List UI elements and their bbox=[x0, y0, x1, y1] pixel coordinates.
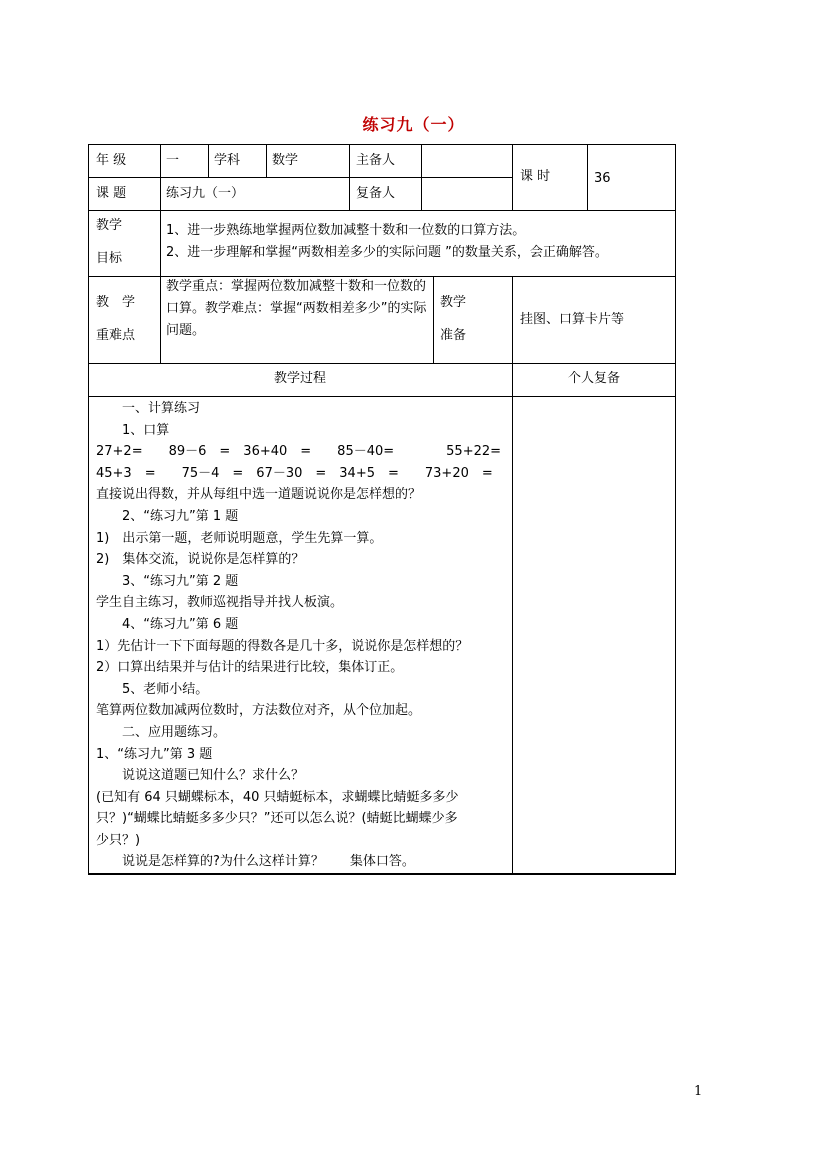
goal-item: 2、进一步理解和掌握“两数相差多少的实际问题 ”的数量关系，会正确解答。 bbox=[166, 245, 608, 260]
process-line: 直接说出得数，并从每组中选一道题说说你是怎样想的？ bbox=[96, 487, 422, 503]
grade-value: 一 bbox=[166, 153, 180, 168]
col-divider bbox=[160, 144, 161, 210]
process-line: 1、“练习九”第 3 题 bbox=[96, 746, 213, 762]
process-line: 27+2= 89－6 = 36+40 = 85－40= 55+22= bbox=[96, 444, 502, 460]
process-line: 5、老师小结。 bbox=[96, 681, 209, 697]
col-divider bbox=[433, 276, 434, 363]
process-line: 笔算两位数加减两位数时，方法数位对齐，从个位加起。 bbox=[96, 703, 422, 719]
process-line: 说说是怎样算的?为什么这样计算？ 集体口答。 bbox=[96, 854, 415, 870]
process-line: 2) 集体交流，说说你是怎样算的？ bbox=[96, 552, 305, 568]
period-label: 课 时 bbox=[520, 169, 551, 184]
page-title: 练习九（一） bbox=[362, 115, 465, 134]
col-divider bbox=[512, 144, 513, 210]
process-line: 少只？) bbox=[96, 832, 141, 848]
col-divider bbox=[421, 144, 422, 210]
personal-review-column-heading: 个人复备 bbox=[567, 371, 620, 386]
topic-value: 练习九（一） bbox=[166, 186, 245, 201]
goals-label-line1: 教学 bbox=[96, 218, 123, 233]
process-line: 学生自主练习，教师巡视指导并找人板演。 bbox=[96, 595, 344, 611]
grade-label: 年 级 bbox=[96, 153, 127, 168]
process-line: 一、计算练习 bbox=[96, 401, 201, 416]
process-line: 二、应用题练习。 bbox=[96, 724, 227, 740]
col-divider bbox=[512, 363, 513, 874]
prep-label-line1: 教学 bbox=[440, 295, 467, 310]
process-line: 1、口算 bbox=[96, 422, 170, 438]
process-line: 说说这道题已知什么？求什么？ bbox=[96, 768, 305, 784]
row-divider bbox=[88, 363, 676, 364]
key-points-text: 教学重点：掌握两位数加减整十数和一位数的口算。教学难点：掌握“两数相差多少”的实际问题。 bbox=[166, 279, 427, 338]
process-line: 3、“练习九”第 2 题 bbox=[96, 573, 239, 589]
col-divider bbox=[160, 210, 161, 276]
row-divider bbox=[88, 210, 676, 211]
col-divider bbox=[587, 144, 588, 210]
lead-preparer-label: 主备人 bbox=[356, 153, 396, 168]
process-line: 只？)“蝴蝶比蜻蜓多多少只？”还可以怎么说？(蜻蜓比蝴蝶少多 bbox=[96, 811, 458, 827]
process-line: 45+3 = 75－4 = 67－30 = 34+5 = 73+20 = bbox=[96, 465, 493, 481]
table-bottom-rule bbox=[88, 873, 676, 875]
col-divider bbox=[160, 276, 161, 363]
key-points-label-line1: 教 学 bbox=[96, 295, 136, 310]
period-value: 36 bbox=[594, 171, 611, 186]
topic-label: 课 题 bbox=[96, 186, 127, 201]
process-line: 4、“练习九”第 6 题 bbox=[96, 616, 239, 632]
goals-label-line2: 目标 bbox=[96, 251, 123, 266]
key-points-label-line2: 重难点 bbox=[96, 328, 136, 343]
col-divider bbox=[512, 276, 513, 363]
process-line: 2）口算出结果并与估计的结果进行比较，集体订正。 bbox=[96, 660, 404, 676]
prep-label-line2: 准备 bbox=[440, 328, 467, 343]
process-column-heading: 教学过程 bbox=[273, 371, 326, 386]
row-divider bbox=[88, 177, 512, 178]
reviewer-label: 复备人 bbox=[356, 186, 396, 201]
subject-value: 数学 bbox=[272, 153, 299, 168]
process-line: 2、“练习九”第 1 题 bbox=[96, 508, 239, 524]
row-divider bbox=[88, 396, 676, 397]
page-number: 1 bbox=[694, 1084, 703, 1099]
teaching-process bbox=[96, 398, 510, 873]
col-divider bbox=[266, 144, 267, 177]
col-divider bbox=[349, 144, 350, 210]
goal-item: 1、进一步熟练地掌握两位数加减整十数和一位数的口算方法。 bbox=[166, 223, 526, 238]
process-line: (已知有 64 只蝴蝶标本，40 只蜻蜓标本，求蝴蝶比蜻蜓多多少 bbox=[96, 789, 459, 805]
col-divider bbox=[208, 144, 209, 177]
prep-value: 挂图、口算卡片等 bbox=[520, 312, 625, 327]
process-line: 1）先估计一下下面每题的得数各是几十多，说说你是怎样想的？ bbox=[96, 638, 469, 654]
process-line: 1) 出示第一题，老师说明题意，学生先算一算。 bbox=[96, 530, 383, 546]
subject-label: 学科 bbox=[214, 153, 241, 168]
